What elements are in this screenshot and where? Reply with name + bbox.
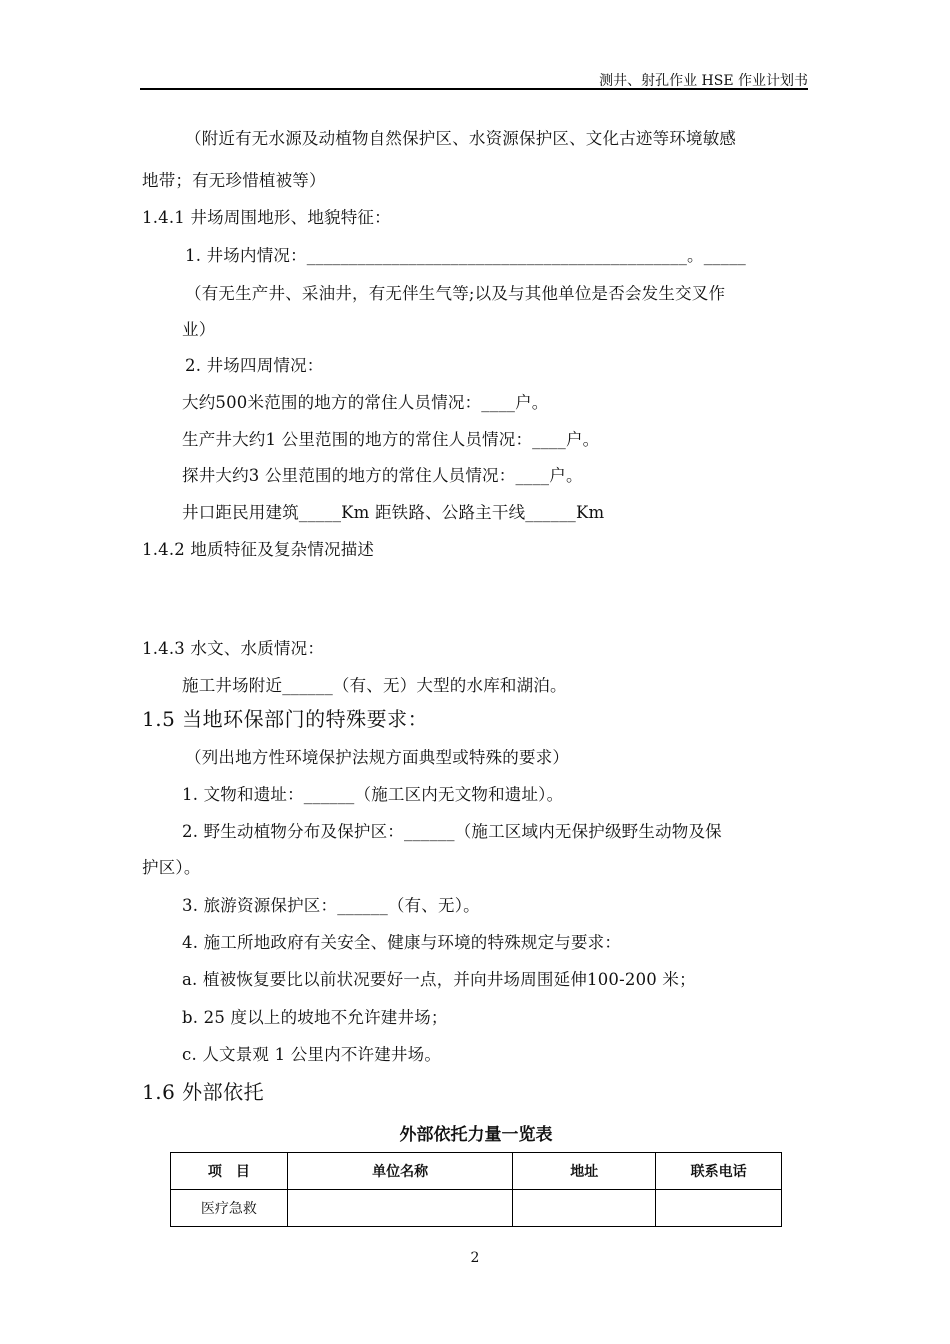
text-line: 2. 野生动植物分布及保护区：______（施工区域内无保护级野生动物及保 [182,822,722,841]
page-number: 2 [470,1250,480,1266]
table-title: 外部依托力量一览表 [399,1125,553,1145]
section-heading: 1.4.2 地质特征及复杂情况描述 [142,540,375,559]
section-heading: 1.4.1 井场周围地形、地貌特征： [142,208,391,227]
text-line: 生产井大约1 公里范围的地方的常住人员情况：____户。 [182,430,600,449]
text-line: 探井大约3 公里范围的地方的常住人员情况：____户。 [182,466,583,485]
table-cell: 医疗急救 [171,1190,288,1227]
column-header-item: 项 目 [171,1153,288,1190]
text-line: 施工井场附近______（有、无）大型的水库和湖泊。 [182,676,567,695]
table-cell [513,1190,656,1227]
page-header: 测井、射孔作业 HSE 作业计划书 [599,73,808,89]
text-line: 4. 施工所地政府有关安全、健康与环境的特殊规定与要求： [182,933,622,952]
text-line: 3. 旅游资源保护区：______（有、无）。 [182,896,480,915]
text-line: 业） [182,320,216,339]
external-support-table [170,1152,782,1227]
text-line: 2. 井场四周情况： [185,356,324,375]
text-line: 地带；有无珍惜植被等） [142,171,326,190]
table-row [171,1190,782,1227]
text-line: c. 人文景观 1 公里内不许建井场。 [182,1045,442,1064]
text-line: 大约500米范围的地方的常住人员情况：____户。 [182,393,549,412]
text-line: （列出地方性环境保护法规方面典型或特殊的要求） [185,748,570,767]
text-line: 1. 文物和遗址：______（施工区内无文物和遗址）。 [182,785,564,804]
table-cell [287,1190,513,1227]
text-line: 1. 井场内情况：_____________________________________________。_____ [185,246,746,265]
table-header-row [171,1153,782,1190]
column-header-address: 地址 [513,1153,656,1190]
section-heading: 1.4.3 水文、水质情况： [142,639,325,658]
header-divider [140,88,808,90]
column-header-unit-name: 单位名称 [287,1153,513,1190]
text-line: b. 25 度以上的坡地不允许建井场； [182,1008,448,1027]
text-line: （附近有无水源及动植物自然保护区、水资源保护区、文化古迹等环境敏感 [185,129,737,148]
text-line: a. 植被恢复要比以前状况要好一点，并向井场周围延伸100-200 米； [182,970,696,989]
section-heading: 1.5 当地环保部门的特殊要求： [142,707,429,731]
text-line: （有无生产井、采油井，有无伴生气等;以及与其他单位是否会发生交叉作 [185,284,726,303]
section-heading: 1.6 外部依托 [142,1080,265,1104]
table-cell [656,1190,782,1227]
text-line: 护区）。 [142,858,201,877]
text-line: 井口距民用建筑_____Km 距铁路、公路主干线______Km [182,503,605,522]
column-header-phone: 联系电话 [656,1153,782,1190]
